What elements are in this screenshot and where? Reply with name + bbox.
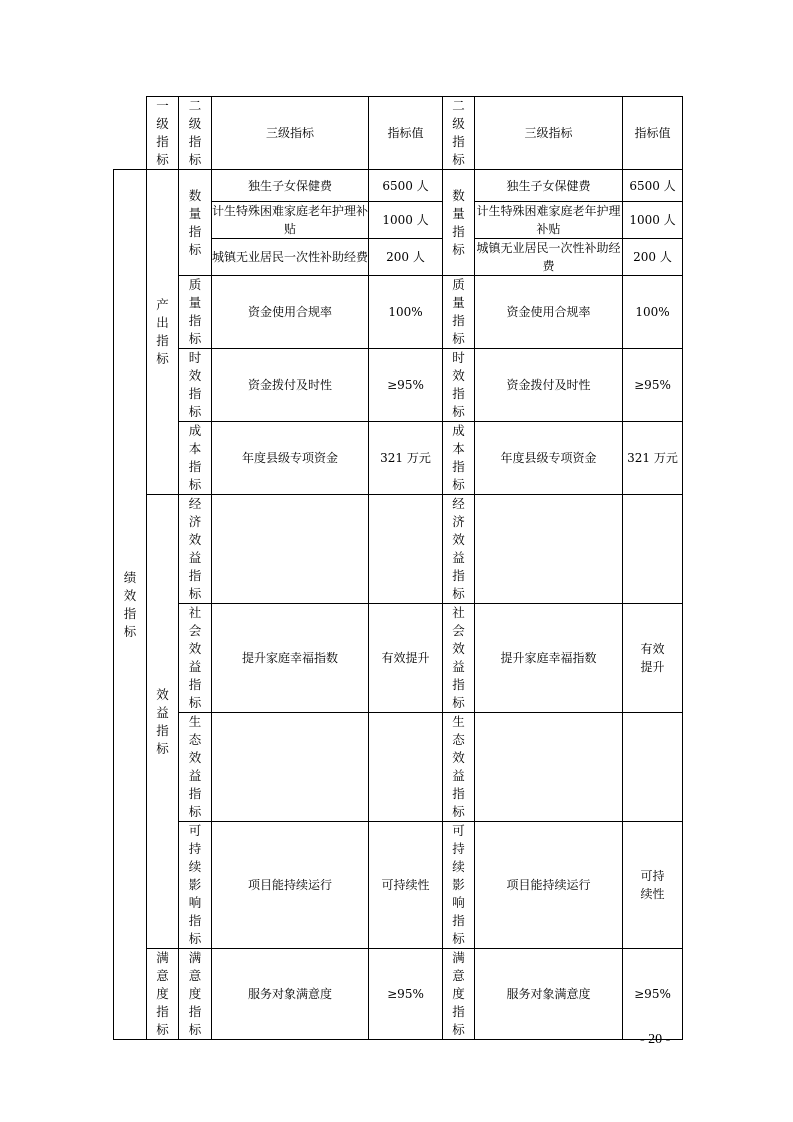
blank-corner-cell xyxy=(114,97,147,170)
quantity-label-left: 数量指标 xyxy=(179,170,212,276)
header-value-left: 指标值 xyxy=(369,97,443,170)
performance-indicator-table xyxy=(113,96,683,1040)
quality-label-left: 质量指标 xyxy=(179,276,212,349)
indicator-value: 321 万元 xyxy=(623,422,683,495)
indicator-value: 有效提升 xyxy=(623,604,683,713)
table-row xyxy=(114,604,683,713)
indicator-name: 独生子女保健费 xyxy=(475,170,623,202)
indicator-name: 资金使用合规率 xyxy=(212,276,369,349)
indicator-value: 6500 人 xyxy=(623,170,683,202)
indicator-name: 项目能持续运行 xyxy=(475,822,623,949)
indicator-name: 服务对象满意度 xyxy=(475,949,623,1040)
header-level3-right: 三级指标 xyxy=(475,97,623,170)
header-level2-right: 二级指标 xyxy=(443,97,475,170)
indicator-value: 1000 人 xyxy=(623,202,683,239)
indicator-name: 资金拨付及时性 xyxy=(475,349,623,422)
indicator-value: 200 人 xyxy=(623,239,683,276)
header-level3-left: 三级指标 xyxy=(212,97,369,170)
indicator-value: 可持续性 xyxy=(369,822,443,949)
indicator-value: ≥95% xyxy=(623,349,683,422)
satisfaction-label-left: 满意度指标 xyxy=(179,949,212,1040)
table-row xyxy=(114,170,683,202)
indicator-value: 100% xyxy=(369,276,443,349)
sustainable-label-right: 可持续影响指标 xyxy=(443,822,475,949)
indicator-value: 200 人 xyxy=(369,239,443,276)
social-label-right: 社会效益指标 xyxy=(443,604,475,713)
cost-label-right: 成本指标 xyxy=(443,422,475,495)
indicator-value: 可持续性 xyxy=(623,822,683,949)
table-row xyxy=(114,349,683,422)
indicator-name: 资金拨付及时性 xyxy=(212,349,369,422)
indicator-value: 6500 人 xyxy=(369,170,443,202)
indicator-value xyxy=(369,495,443,604)
table-row xyxy=(114,949,683,1040)
indicator-value: ≥95% xyxy=(369,349,443,422)
indicator-name: 计生特殊困难家庭老年护理补贴 xyxy=(475,202,623,239)
indicator-name: 资金使用合规率 xyxy=(475,276,623,349)
economic-label-left: 经济效益指标 xyxy=(179,495,212,604)
satisfaction-category-cell: 满意度指标 xyxy=(147,949,179,1040)
indicator-name: 计生特殊困难家庭老年护理补贴 xyxy=(212,202,369,239)
sustainable-label-left: 可持续影响指标 xyxy=(179,822,212,949)
indicator-name xyxy=(212,495,369,604)
indicator-value xyxy=(623,713,683,822)
indicator-name xyxy=(475,713,623,822)
table-header-row xyxy=(114,97,683,170)
indicator-value: 1000 人 xyxy=(369,202,443,239)
indicator-name: 独生子女保健费 xyxy=(212,170,369,202)
table-row xyxy=(114,713,683,822)
output-category-cell: 产出指标 xyxy=(147,170,179,495)
indicator-name xyxy=(475,495,623,604)
indicator-name: 年度县级专项资金 xyxy=(212,422,369,495)
table-row xyxy=(114,822,683,949)
top-category-cell: 绩效指标 xyxy=(114,170,147,1040)
page-number: - 20 - xyxy=(640,1032,671,1047)
cost-label-left: 成本指标 xyxy=(179,422,212,495)
indicator-value: 100% xyxy=(623,276,683,349)
indicator-value xyxy=(623,495,683,604)
quantity-label-right: 数量指标 xyxy=(443,170,475,276)
table-row xyxy=(114,495,683,604)
satisfaction-label-right: 满意度指标 xyxy=(443,949,475,1040)
indicator-name: 提升家庭幸福指数 xyxy=(475,604,623,713)
table-row xyxy=(114,422,683,495)
indicator-name: 服务对象满意度 xyxy=(212,949,369,1040)
timeliness-label-left: 时效指标 xyxy=(179,349,212,422)
economic-label-right: 经济效益指标 xyxy=(443,495,475,604)
header-value-right: 指标值 xyxy=(623,97,683,170)
indicator-name: 城镇无业居民一次性补助经费 xyxy=(212,239,369,276)
indicator-value: ≥95% xyxy=(623,949,683,1040)
indicator-name: 城镇无业居民一次性补助经费 xyxy=(475,239,623,276)
indicator-name: 年度县级专项资金 xyxy=(475,422,623,495)
benefit-category-cell: 效益指标 xyxy=(147,495,179,949)
ecological-label-right: 生态效益指标 xyxy=(443,713,475,822)
indicator-name: 项目能持续运行 xyxy=(212,822,369,949)
indicator-value: 有效提升 xyxy=(369,604,443,713)
indicator-value xyxy=(369,713,443,822)
indicator-name xyxy=(212,713,369,822)
timeliness-label-right: 时效指标 xyxy=(443,349,475,422)
header-level1: 一级指标 xyxy=(147,97,179,170)
table-row xyxy=(114,276,683,349)
ecological-label-left: 生态效益指标 xyxy=(179,713,212,822)
indicator-value: ≥95% xyxy=(369,949,443,1040)
indicator-name: 提升家庭幸福指数 xyxy=(212,604,369,713)
social-label-left: 社会效益指标 xyxy=(179,604,212,713)
quality-label-right: 质量指标 xyxy=(443,276,475,349)
header-level2-left: 二级指标 xyxy=(179,97,212,170)
indicator-value: 321 万元 xyxy=(369,422,443,495)
